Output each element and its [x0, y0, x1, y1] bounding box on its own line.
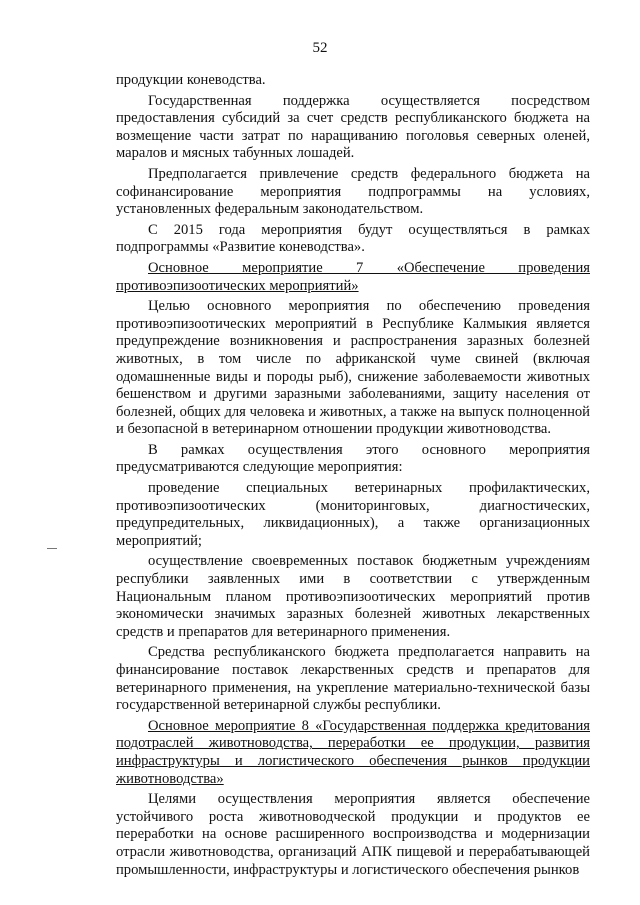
paragraph-continuation: продукции коневодства.: [116, 72, 266, 88]
paragraph-goal-7: Целью основного мероприятия по обеспечению проведения противоэпизоотических мероприятий в Республике Калмыкия является предупреждение возникновения и распространения заразных болезней животных, в том числе по африканской чуме свиней (включая одомашненные виды и породы рыб), снижение заболеваемости животных бешенством и другими заразными заболеваниями, защиту населения от болезней, общих для человека и животных, а также на выпуск полноценной и безопасной в ветеринарном отношении продукции животноводства.: [116, 298, 590, 438]
list-item-supplies: осуществление своевременных поставок бюджетным учреждениям республики заявленных ими в соответствии с утвержденным Национальным планом противоэпизоотических мероприятий против экономически значимых заразных болезней животных лекарственных средств и препаратов для ветеринарного применения.: [116, 553, 590, 640]
margin-mark: [47, 548, 57, 549]
paragraph-goals-8: Целями осуществления мероприятия является обеспечение устойчивого роста животноводческой продукции и продуктов ее переработки на основе расширенного воспроизводства и модернизации отрасли животноводства, организаций АПК пищевой и перерабатывающей промышленности, инфраструктуры и логистического обеспечения рынков: [116, 791, 590, 878]
paragraph-republican-budget: Средства республиканского бюджета предполагается направить на финансирование поставок лекарственных средств и препаратов для ветеринарного применения, на укрепление материально-технической базы государственной ветеринарной службы республики.: [116, 644, 590, 714]
list-item-special-measures: проведение специальных ветеринарных профилактических, противоэпизоотических (мониторинговых, диагностических, предупредительных, ликвидационных), а также организационных мероприятий;: [116, 480, 590, 549]
document-body: [116, 72, 590, 882]
paragraph-within-framework: В рамках осуществления этого основного мероприятия предусматриваются следующие мероприятия:: [116, 441, 590, 476]
paragraph-federal-budget: Предполагается привлечение средств федерального бюджета на софинансирование мероприятия подпрограммы на условиях, установленных федеральным законодательством.: [116, 165, 590, 218]
page-number: 52: [312, 40, 328, 56]
paragraph-state-support: Государственная поддержка осуществляется посредством предоставления субсидий за счет средств республиканского бюджета на возмещение части затрат по наращиванию поголовья северных оленей, маралов и мясных табунных лошадей.: [116, 92, 590, 162]
paragraph-2015: С 2015 года мероприятия будут осуществляться в рамках подпрограммы «Развитие коневодства».: [116, 221, 590, 256]
heading-main-activity-7: Основное мероприятие 7 «Обеспечение проведения противоэпизоотических мероприятий»: [116, 259, 590, 294]
heading-main-activity-8: Основное мероприятие 8 «Государственная поддержка кредитования подотраслей животноводства, переработки ее продукции, развития инфраструктуры и логистического обеспечения рынков продукции животноводства»: [116, 717, 590, 787]
